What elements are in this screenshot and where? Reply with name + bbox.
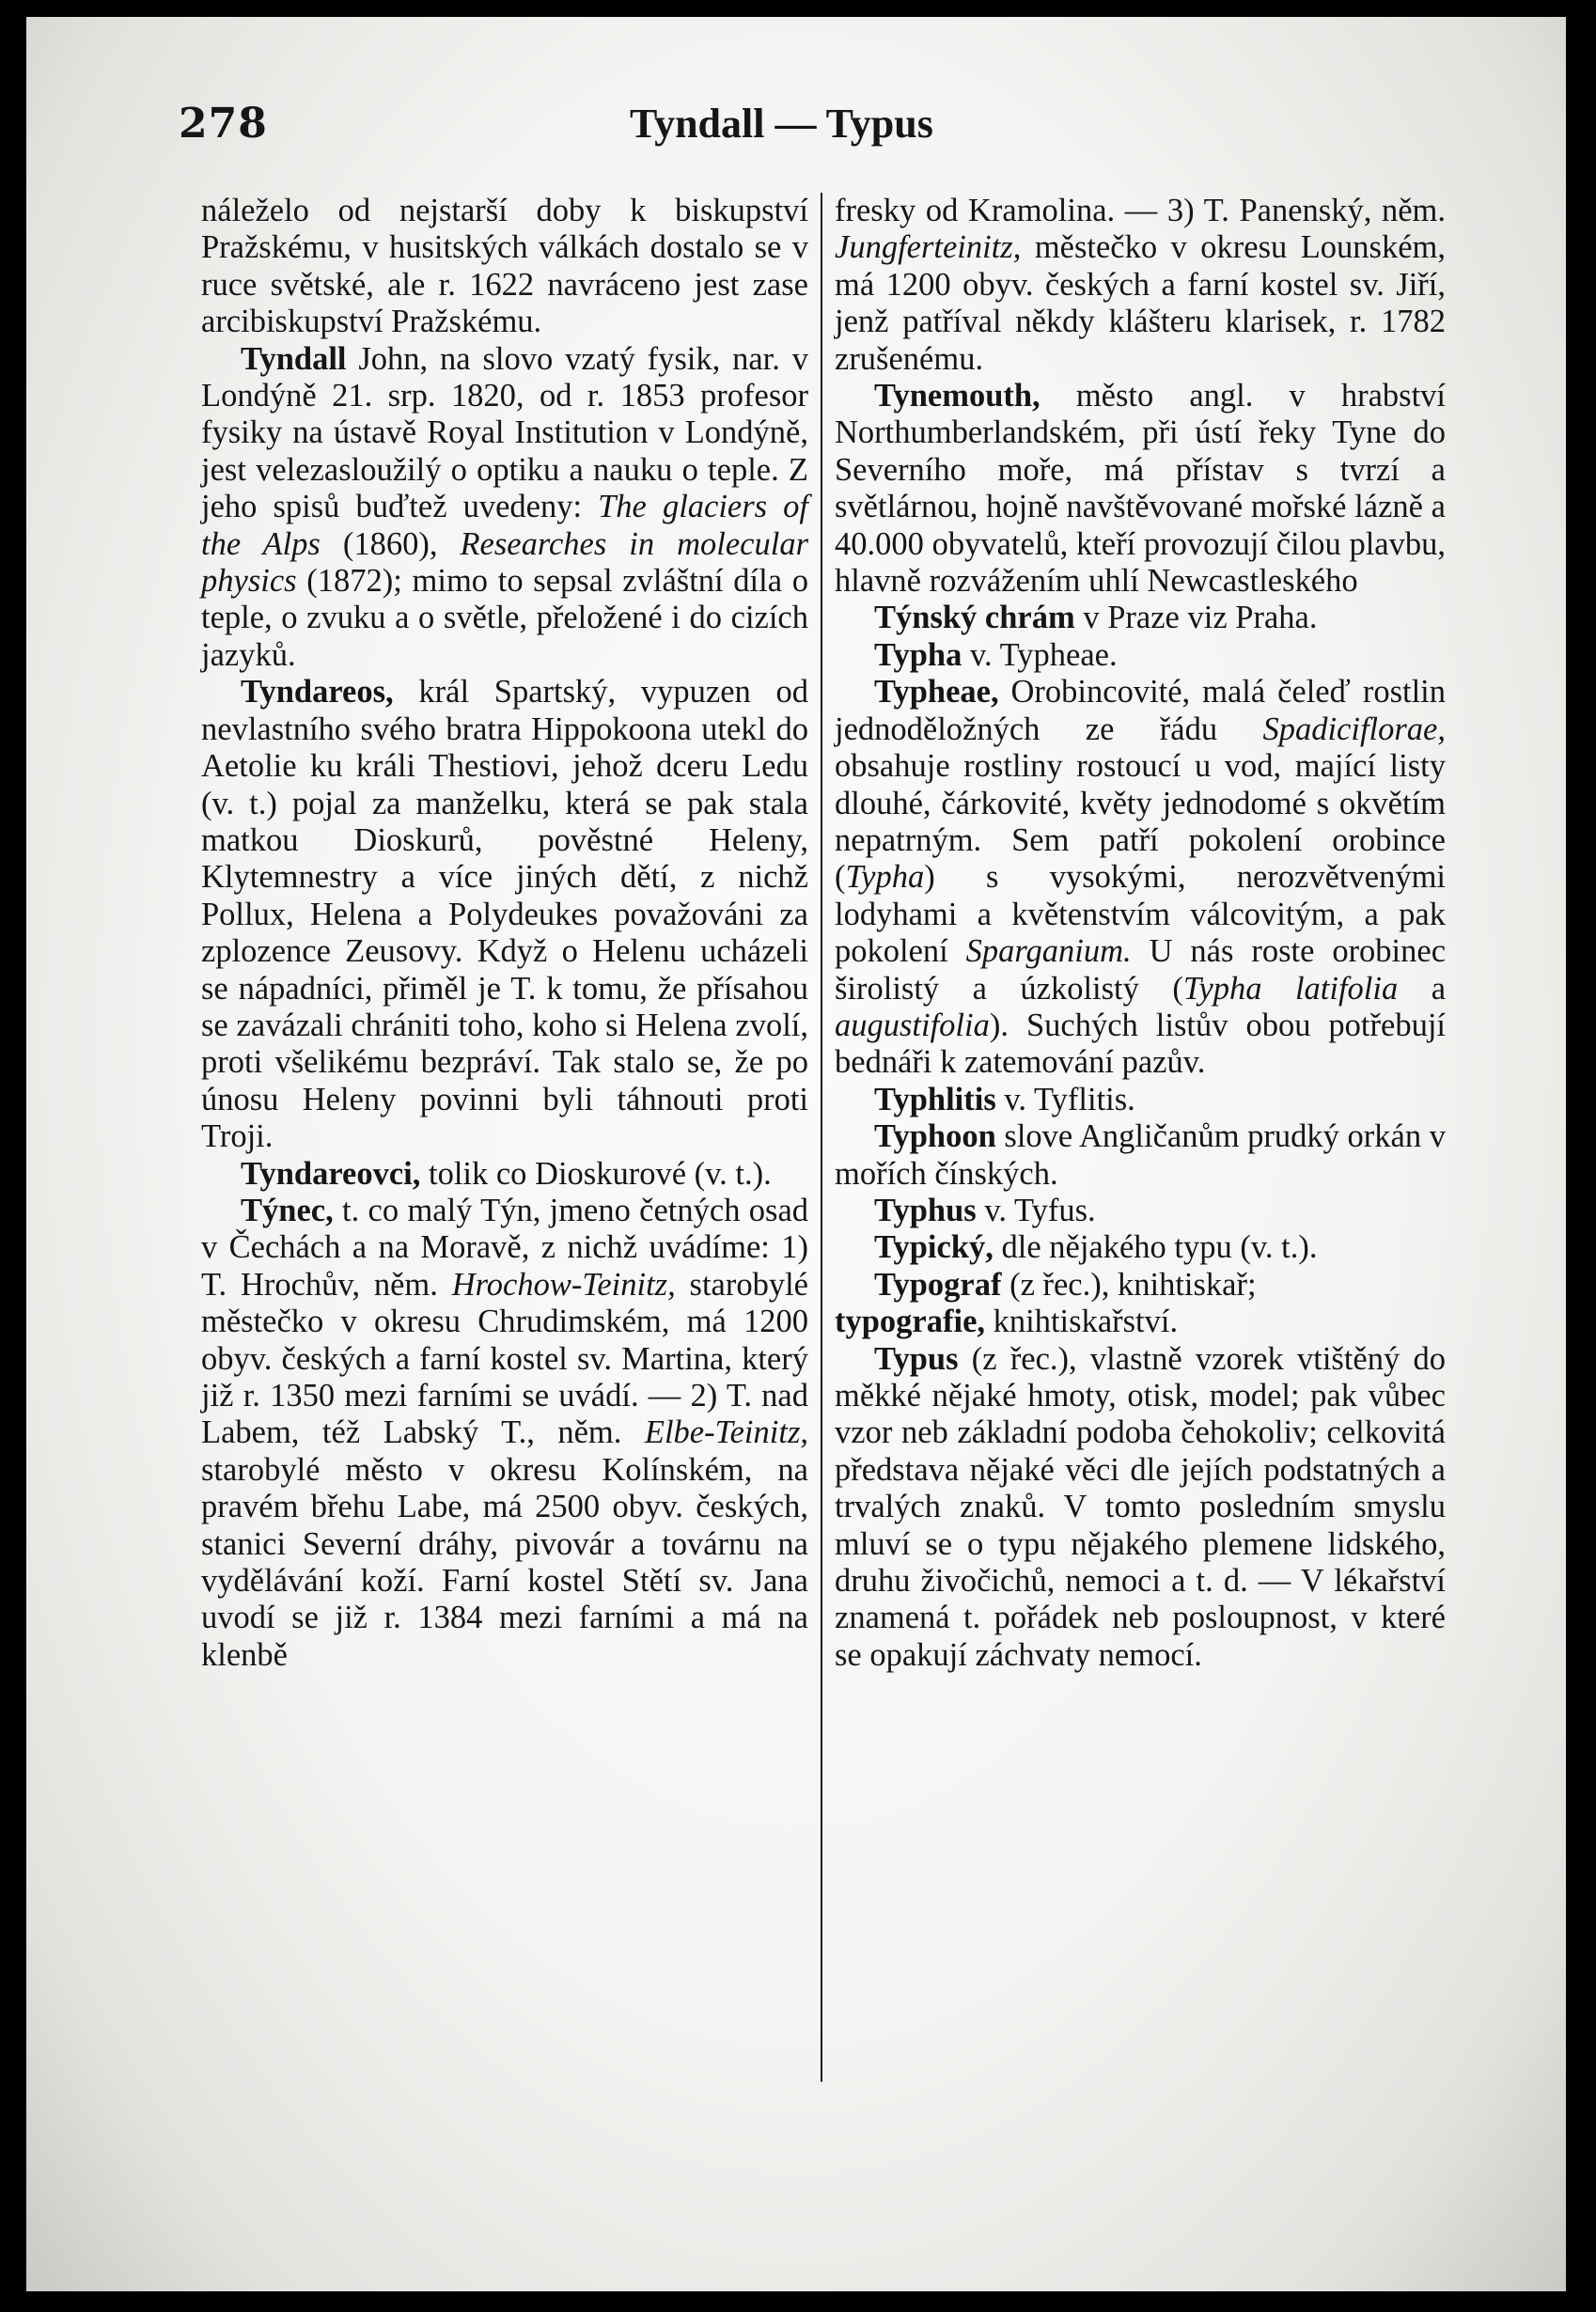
headword: Typha	[874, 636, 962, 673]
entry-text: starobylé město v okresu Kolínském, na pravém břehu Labe, má 2500 obyv. českých, stanici Severní dráhy, pivovár a továrnu na vydělávání koží. Farní kostel Stětí sv. Jana uvodí se již r. 1384 mezi farními a má na klenbě	[201, 1451, 808, 1673]
headword: Typhlitis	[874, 1081, 996, 1117]
entry-typha	[835, 637, 1446, 674]
entry-text: fresky od Kramolina. — 3) T. Panenský, něm.	[835, 193, 1446, 228]
entry-text: obsahuje rostliny rostoucí u vod, mající listy dlouhé, čárkovité, květy jednodomé s okvětím nepatrným. Sem patří pokolení orobince (	[835, 748, 1446, 896]
entry-tyndareos	[201, 674, 808, 1155]
headword: Typus	[874, 1340, 959, 1377]
entry-typhoon	[835, 1118, 1446, 1193]
entry-text: t. co malý Týn, jmeno četných osad v Čechách a na Moravě, z nichž uvádíme: 1) T. Hrochův, něm.	[201, 1192, 809, 1303]
book-title: Researches in molecular physics	[201, 525, 809, 600]
right-column	[835, 193, 1446, 1674]
entry-typicky	[835, 1229, 1446, 1266]
german-name: Elbe-Teinitz,	[644, 1414, 808, 1451]
latin-name: augustifolia	[835, 1007, 990, 1043]
entry-typograf	[835, 1267, 1446, 1304]
headword: Tyndareos,	[241, 674, 394, 711]
entry-text: ). Suchých listův obou potřebují bednáři k zatemování pazův.	[835, 1007, 1446, 1081]
headword: Typický,	[874, 1229, 994, 1266]
entry-text: John, na slovo vzatý fysik, nar. v Londýně 21. srp. 1820, od r. 1853 profesor fysiky na ústavě Royal Institution v Londýně, jest velezasloužilý o optiku a nauku o teple. Z jeho spisů buďtež uvedeny:	[201, 340, 808, 525]
entry-text: městečko v okresu Lounském, má 1200 obyv. českých a farní kostel sv. Jiří, jenž patříval někdy klášteru klarisek, r. 1782 zrušenému.	[835, 229, 1446, 377]
entry-typhlitis	[835, 1082, 1446, 1118]
column-divider	[821, 193, 822, 2082]
entry-typheae	[835, 674, 1446, 1081]
latin-name: Spadiciflorae,	[1262, 711, 1446, 747]
entry-text: v. Typheae.	[969, 636, 1118, 673]
headword: typografie,	[835, 1304, 986, 1340]
entry-text: náleželo od nejstarší doby k biskupství Pražskému, v husitských válkách dostalo se v ruce světské, ale r. 1622 navráceno jest zase arcibiskupství Pražskému.	[201, 193, 808, 340]
german-name: Jungferteinitz,	[835, 229, 1022, 266]
entry-tyndall	[201, 341, 808, 675]
latin-name: Typha latifolia	[1182, 970, 1399, 1007]
left-column	[201, 193, 808, 1674]
entry-text: (1872); mimo to sepsal zvláštní díla o teple, o zvuku a o světle, přeložené i do cizích jazyků.	[201, 563, 808, 673]
headword: Typheae,	[874, 674, 999, 711]
entry-text: slove Angličanům prudký orkán v mořích čínských.	[835, 1118, 1447, 1192]
entry-typhus	[835, 1193, 1446, 1229]
page-number: 278	[179, 100, 268, 148]
entry-text: (z řec.), vlastně vzorek vtištěný do měkké nějaké hmoty, otisk, model; pak vůbec vzor neb základní podoba čehokoliv; celkovitá představa nějaké věci dle jejích podstatných a trvalých znaků. V tomto posledním smyslu mluví se o typu nějakého plemene lidského, druhu živočichů, nemoci a t. d. — V lékařství znamená t. pořádek neb posloupnost, v které se opakují záchvaty nemocí.	[835, 1340, 1446, 1673]
headword: Tyndall	[241, 340, 347, 377]
book-title: The glaciers of the Alps	[201, 489, 809, 562]
entry-text: (1860),	[342, 525, 438, 562]
entry-tynsky-chram	[835, 600, 1446, 636]
entry-text: a	[1431, 970, 1447, 1007]
entry-text: město angl. v hrabství Northumberlandském, při ústí řeky Tyne do Severního moře, má přístav s tvrzí a světlárnou, hojně navštěvované mořské lázně a 40.000 obyvatelů, kteří provozují čilou plavbu, hlavně rozvážením uhlí Newcastleského	[835, 378, 1446, 600]
entry-text: starobylé městečko v okresu Chrudimském, má 1200 obyv. českých a farní kostel sv. Martina, který již r. 1350 mezi farními se uvádí. — 2) T. nad Labem, též Labský T., něm.	[201, 1266, 808, 1451]
entry-continuation	[201, 193, 808, 341]
entry-text: v Praze viz Praha.	[1083, 600, 1318, 636]
entry-text: v. Tyflitis.	[1004, 1081, 1135, 1117]
headword: Tynemouth,	[874, 378, 1041, 414]
latin-name: Typha	[845, 859, 925, 896]
latin-name: Sparganium.	[965, 933, 1132, 970]
entry-text: knihtiskařství.	[993, 1304, 1179, 1340]
entry-tynec	[201, 1193, 808, 1674]
headword: Tyndareovci,	[241, 1155, 421, 1192]
entry-text: (z řec.), knihtiskař;	[1009, 1266, 1257, 1303]
entry-text: U nás roste orobinec širolistý a úzkolistý (	[835, 933, 1447, 1007]
headword: Týnský chrám	[874, 600, 1075, 636]
entry-text: Orobincovité, malá čeleď rostlin jednoděložných ze řádu	[835, 674, 1447, 747]
entry-typografie	[835, 1304, 1446, 1340]
headword: Týnec,	[241, 1192, 334, 1228]
entry-typus	[835, 1341, 1446, 1675]
entry-text: ) s vysokými, nerozvětvenými lodyhami a květenstvím válcovitým, a pak pokolení	[835, 859, 1446, 970]
page-header	[141, 90, 1457, 165]
entry-text: dle nějakého typu (v. t.).	[1001, 1229, 1318, 1266]
entry-text: tolik co Dioskurové (v. t.).	[428, 1155, 772, 1192]
entry-tyndareovci	[201, 1156, 808, 1193]
entry-text: král Spartský, vypuzen od nevlastního svého bratra Hippokoona utekl do Aetolie ku králi Thestiovi, jehož dceru Ledu (v. t.) pojal za manželku, která se pak stala matkou Dioskurů, pověstné Heleny, Klytemnestry a více jiných dětí, z nichž Pollux, Helena a Polydeukes považováni za zplozence Zeusovy. Když o Helenu ucházeli se nápadníci, přiměl je T. k tomu, že přísahou se zavázali chrániti toho, koho si Helena zvolí, proti všelikému bezpráví. Tak stalo se, že po únosu Heleny povinni byli táhnouti proti Troji.	[201, 674, 809, 1155]
headword: Typograf	[874, 1266, 1002, 1303]
entry-continuation	[835, 193, 1446, 378]
headword: Typhus	[874, 1192, 977, 1228]
german-name: Hrochow-Teinitz,	[451, 1266, 676, 1303]
entry-tynemouth	[835, 378, 1446, 600]
running-title: Tyndall — Typus	[630, 101, 933, 147]
headword: Typhoon	[874, 1118, 996, 1155]
entry-text: v. Tyfus.	[984, 1192, 1096, 1228]
